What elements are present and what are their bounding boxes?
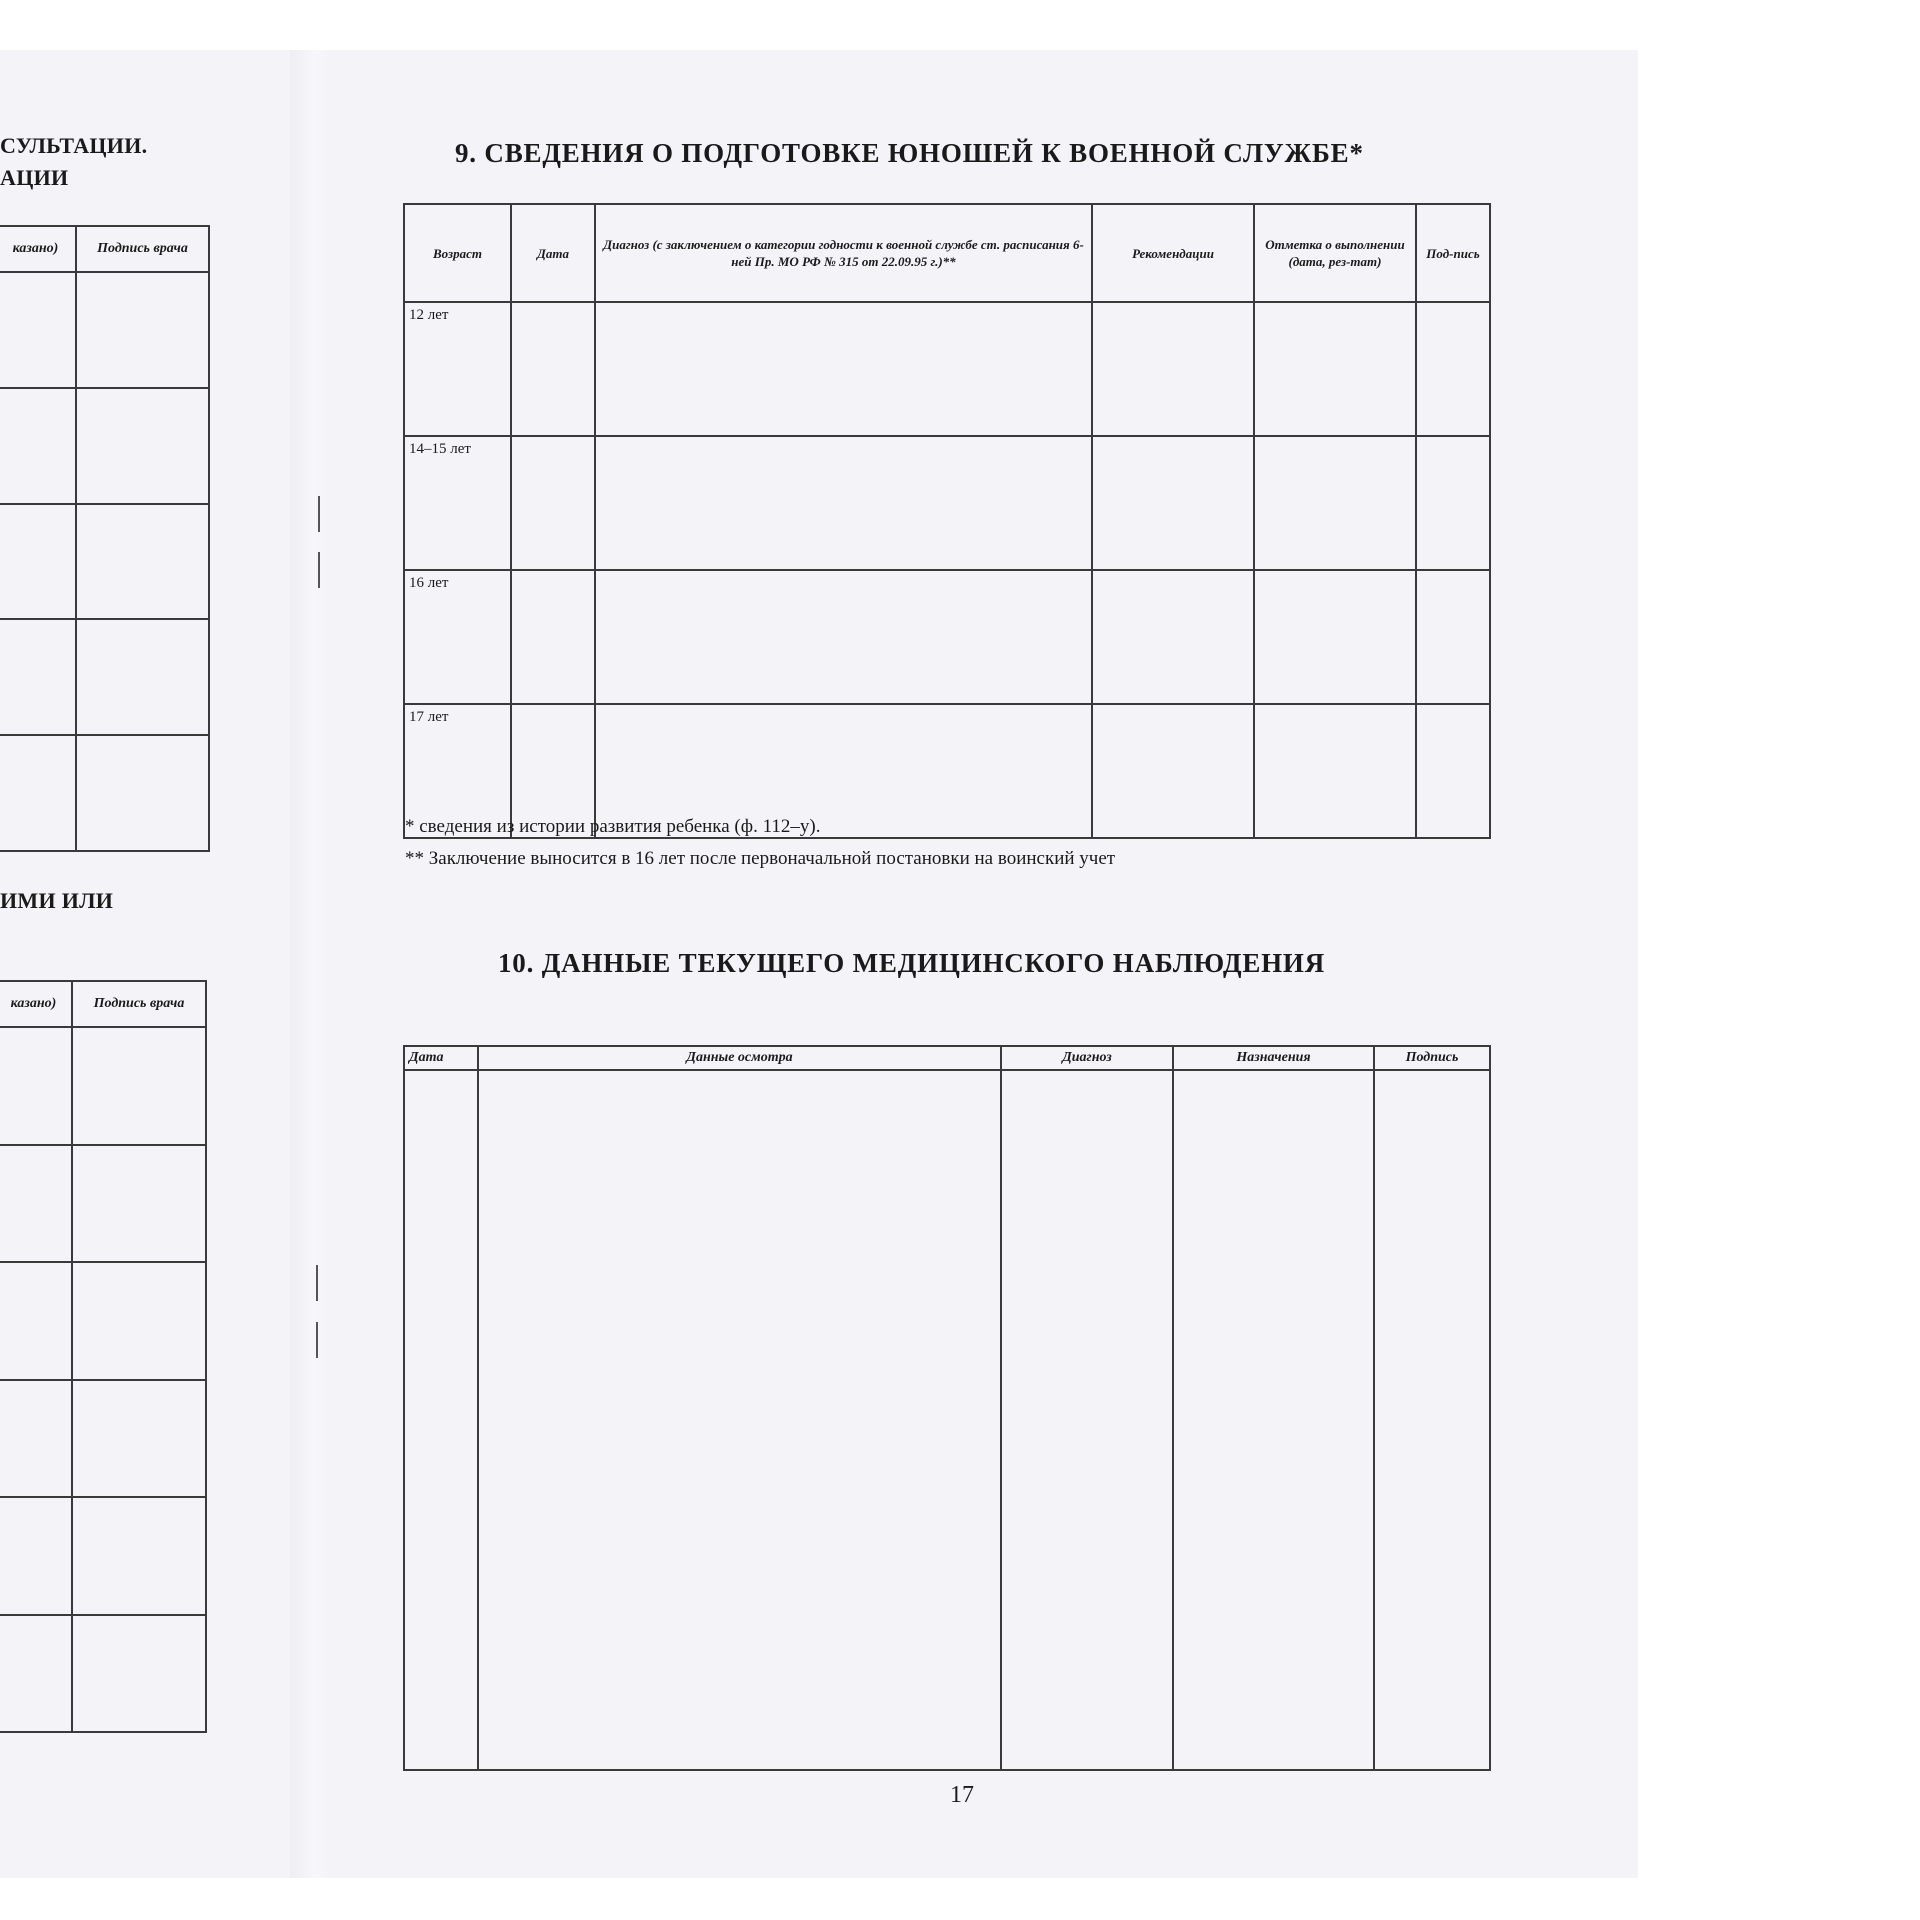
- footnote-1: * сведения из истории развития ребенка (ф. 112–у).: [405, 816, 821, 837]
- date-cell[interactable]: [511, 570, 595, 704]
- table-row: [404, 302, 1490, 436]
- column-header-recommendations: Рекомендации: [1092, 204, 1254, 302]
- staple: [318, 552, 320, 588]
- prescriptions-cell[interactable]: [1173, 1070, 1374, 1770]
- signature-cell[interactable]: [1416, 436, 1490, 570]
- completion-cell[interactable]: [1254, 436, 1416, 570]
- age-cell: 14–15 лет: [404, 436, 511, 570]
- column-header-date: Дата: [404, 1046, 478, 1070]
- completion-cell[interactable]: [1254, 302, 1416, 436]
- column-header-signature: Подпись: [1374, 1046, 1490, 1070]
- column-header-age: Возраст: [404, 204, 511, 302]
- recommendations-cell[interactable]: [1092, 704, 1254, 838]
- section-9-title: 9. СВЕДЕНИЯ О ПОДГОТОВКЕ ЮНОШЕЙ К ВОЕННОЙ СЛУЖБЕ*: [455, 138, 1364, 168]
- table-row: [404, 570, 1490, 704]
- age-cell: 16 лет: [404, 570, 511, 704]
- signature-cell[interactable]: [1416, 570, 1490, 704]
- date-cell[interactable]: [511, 302, 595, 436]
- signature-cell[interactable]: [1374, 1070, 1490, 1770]
- left-table-2-header: казано): [0, 981, 72, 1027]
- signature-cell[interactable]: [1416, 302, 1490, 436]
- date-cell[interactable]: [404, 1070, 478, 1770]
- left-heading-1-line-2: АЦИИ: [0, 165, 69, 190]
- column-header-signature: Под-пись: [1416, 204, 1490, 302]
- medical-observation-table: [403, 1045, 1491, 1771]
- column-header-completion-mark: Отметка о выполнении (дата, рез-тат): [1254, 204, 1416, 302]
- table-row: [404, 436, 1490, 570]
- staple: [316, 1322, 318, 1358]
- staple: [316, 1265, 318, 1301]
- left-table-1: [0, 225, 210, 852]
- column-header-exam-data: Данные осмотра: [478, 1046, 1001, 1070]
- recommendations-cell[interactable]: [1092, 570, 1254, 704]
- recommendations-cell[interactable]: [1092, 302, 1254, 436]
- recommendations-cell[interactable]: [1092, 436, 1254, 570]
- footnote-2: ** Заключение выносится в 16 лет после первоначальной постановки на воинский учет: [405, 848, 1116, 869]
- left-heading-2: ИМИ ИЛИ: [0, 888, 114, 913]
- completion-cell[interactable]: [1254, 704, 1416, 838]
- column-header-diagnosis: Диагноз (с заключением о категории годности к военной службе ст. расписания 6-ней Пр. МО РФ № 315 от 22.09.95 г.)**: [595, 204, 1092, 302]
- column-header-diagnosis: Диагноз: [1001, 1046, 1173, 1070]
- column-header-prescriptions: Назначения: [1173, 1046, 1374, 1070]
- diagnosis-cell[interactable]: [595, 302, 1092, 436]
- left-heading-1: СУЛЬТАЦИИ.: [0, 133, 148, 158]
- signature-cell[interactable]: [1416, 704, 1490, 838]
- age-cell: 12 лет: [404, 302, 511, 436]
- date-cell[interactable]: [511, 436, 595, 570]
- completion-cell[interactable]: [1254, 570, 1416, 704]
- page-number: 17: [950, 1782, 974, 1808]
- left-table-2-header: Подпись врача: [72, 981, 206, 1027]
- table-row: [404, 1070, 1490, 1770]
- left-table-1-header: Подпись врача: [76, 226, 209, 272]
- page-gutter: [290, 50, 330, 1878]
- column-header-date: Дата: [511, 204, 595, 302]
- age-cell: 17 лет: [404, 704, 511, 838]
- diagnosis-cell[interactable]: [595, 570, 1092, 704]
- left-table-1-header: казано): [0, 226, 76, 272]
- diagnosis-cell[interactable]: [1001, 1070, 1173, 1770]
- staple: [318, 496, 320, 532]
- section-10-title: 10. ДАННЫЕ ТЕКУЩЕГО МЕДИЦИНСКОГО НАБЛЮДЕНИЯ: [498, 948, 1326, 978]
- military-service-table: [403, 203, 1491, 839]
- exam-data-cell[interactable]: [478, 1070, 1001, 1770]
- left-table-2: [0, 980, 207, 1733]
- diagnosis-cell[interactable]: [595, 436, 1092, 570]
